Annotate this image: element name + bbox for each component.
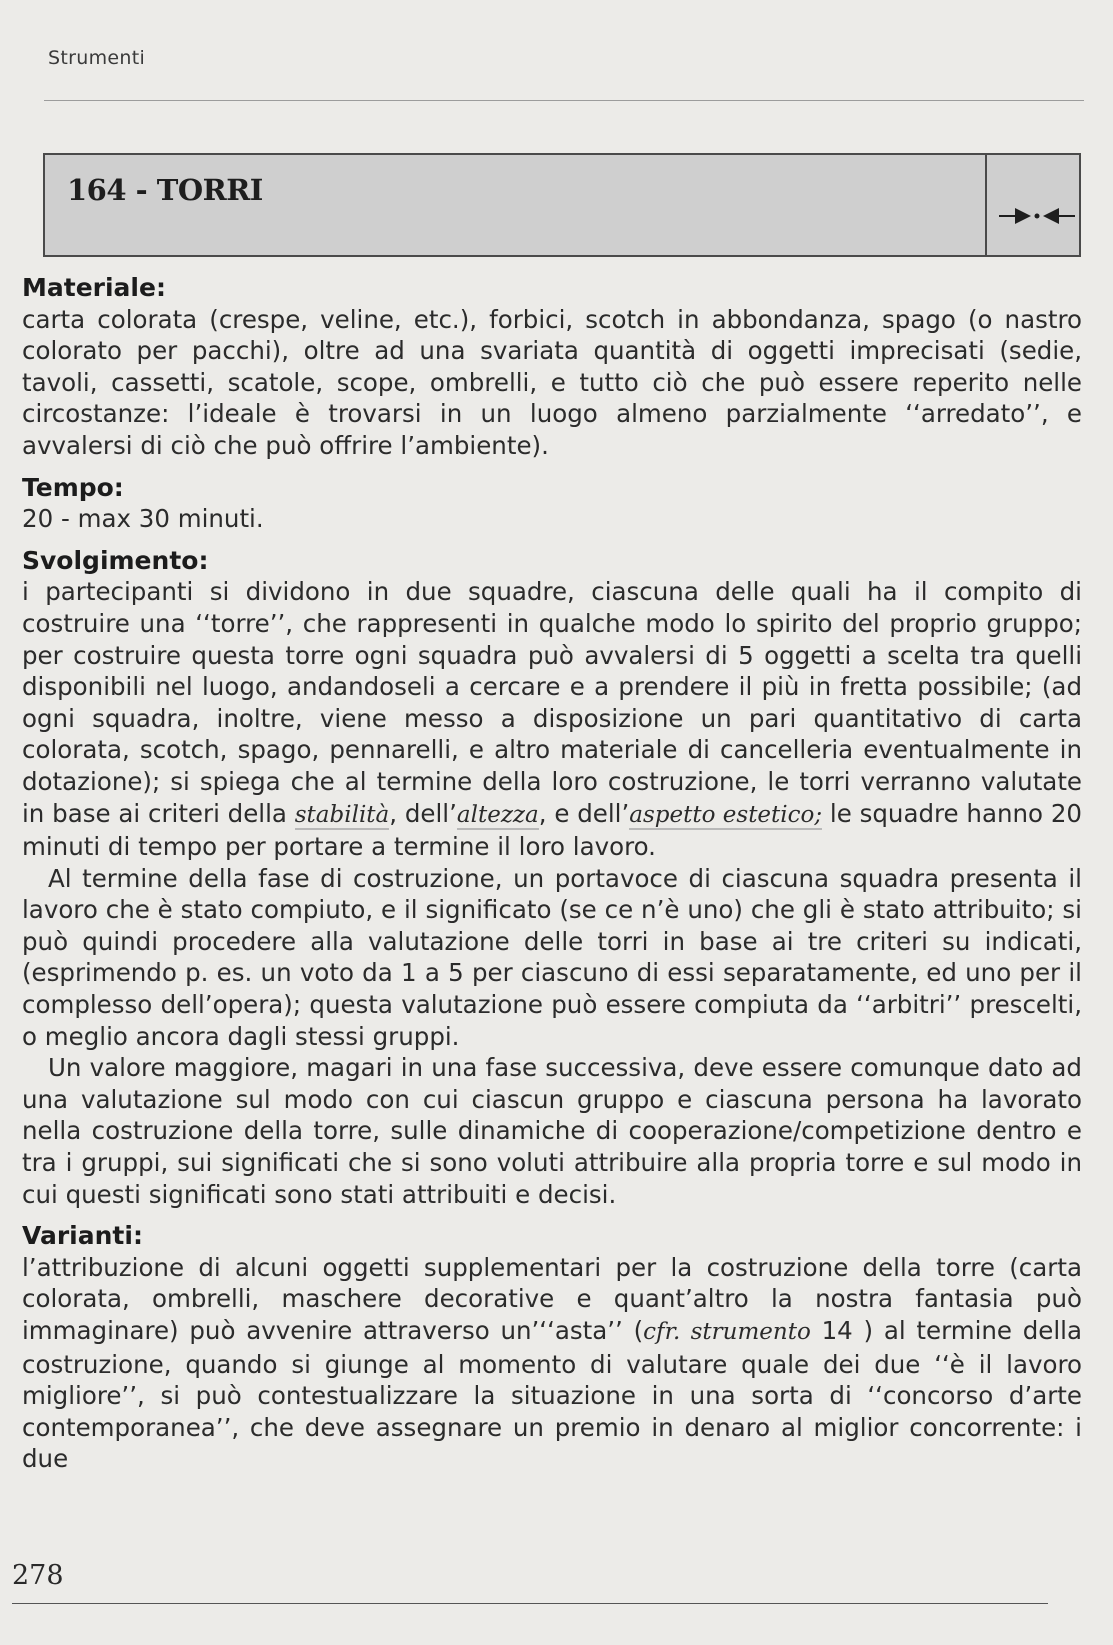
- section-varianti: [22, 1220, 1082, 1475]
- page-number: 278: [12, 1560, 64, 1591]
- arrows-converging-icon: [997, 201, 1077, 231]
- heading-tempo: Tempo:: [22, 472, 124, 502]
- running-head: Strumenti: [48, 47, 146, 69]
- svolgimento-paragraph-1: [22, 576, 1082, 862]
- varianti-part-a: l’attribuzione di alcuni oggetti supplementari per la costruzione della torre (carta colorata, ombrelli, maschere decorative e quant’altro la nostra fantasia può immaginare) può avvenire attraverso un’‘‘asta’’ (: [22, 1252, 1082, 1345]
- varianti-text: [22, 1252, 1082, 1475]
- header-rule: [44, 100, 1084, 101]
- heading-varianti: Varianti:: [22, 1221, 143, 1251]
- varianti-part-b: 14 ) al termine della costruzione, quando si giunge al momento di valutare quale dei due ‘‘è il lavoro migliore’’, si può contestualizzare la situazione in una sorta di ‘‘concorso d’arte contemporanea’’, che deve assegnare un premio in denaro al miglior concorrente: i due: [22, 1316, 1082, 1474]
- criterion-altezza: altezza: [456, 801, 539, 828]
- svolgimento-p1-part-b: , dell’: [389, 798, 457, 828]
- svolgimento-p1-part-a: i partecipanti si dividono in due squadre, ciascuna delle quali ha il compito di costruire una ‘‘torre’’, che rappresenti in qualche modo lo spirito del proprio gruppo; per costruire questa torre ogni squadra può avvalersi di 5 oggetti a scelta tra quelli disponibili nel luogo, andandoseli a cercare e a prendere il più in fretta possibile; (ad ogni squadra, inoltre, viene messo a disposizione un pari quantitativo di carta colorata, scotch, spago, pennarelli, e altro materiale di cancelleria eventualmente in dotazione); si spiega che al termine della loro costruzione, le torri verranno valutate in base ai criteri della: [22, 577, 1082, 828]
- criterion-aspetto-estetico: aspetto estetico;: [629, 801, 823, 828]
- heading-materiale: Materiale:: [22, 273, 166, 302]
- section-svolgimento: [22, 545, 1082, 1210]
- section-materiale: [22, 272, 1082, 462]
- section-tempo: [22, 472, 1082, 535]
- svolgimento-p1-part-d: le squadre hanno 20 minuti di tempo per portare a termine il loro lavoro.: [22, 798, 1082, 862]
- footer-rule: [12, 1603, 1048, 1604]
- criterion-stabilita: stabilità: [294, 801, 390, 828]
- svolgimento-paragraph-2: Al termine della fase di costruzione, un portavoce di ciascuna squadra presenta il lavoro che è stato compiuto, e il significato (se ce n’è uno) che gli è stato attribuito; si può quindi procedere alla valutazione delle torri in base ai tre criteri su indicati, (esprimendo p. es. un voto da 1 a 5 per ciascuno di essi separatamente, ed uno per il complesso dell’opera); questa valutazione può essere compiuta da ‘‘arbitri’’ prescelti, o meglio ancora dagli stessi gruppi.: [22, 863, 1082, 1051]
- heading-svolgimento: Svolgimento:: [22, 545, 209, 575]
- body-text: [22, 272, 1082, 1475]
- materiale-text: carta colorata (crespe, veline, etc.), forbici, scotch in abbondanza, spago (o nastro colorato per pacchi), oltre ad una svariata quantità di oggetti imprecisati (sedie, tavoli, cassetti, scatole, scope, ombrelli, e tutto ciò che può essere reperito nelle circostanze: l’ideale è trovarsi in un luogo almeno parzialmente ‘‘arredato’’, e avvalersi di ciò che può offrire l’ambiente).: [22, 304, 1082, 460]
- page-title: 164 - TORRI: [67, 173, 263, 207]
- title-box: [43, 153, 1081, 257]
- tempo-text: 20 - max 30 minuti.: [22, 504, 264, 534]
- title-separator: [985, 155, 987, 255]
- svolgimento-paragraph-3: Un valore maggiore, magari in una fase successiva, deve essere comunque dato ad una valutazione sul modo con cui ciascun gruppo e ciascuna persona ha lavorato nella costruzione della torre, sulle dinamiche di cooperazione/competizione dentro e tra i gruppi, sui significati che si sono voluti attribuire alla propria torre e sul modo in cui questi significati sono stati attribuiti e decisi.: [22, 1053, 1082, 1209]
- svolgimento-p1-part-c: , e dell’: [538, 798, 630, 828]
- cross-reference: cfr. strumento: [643, 1319, 811, 1345]
